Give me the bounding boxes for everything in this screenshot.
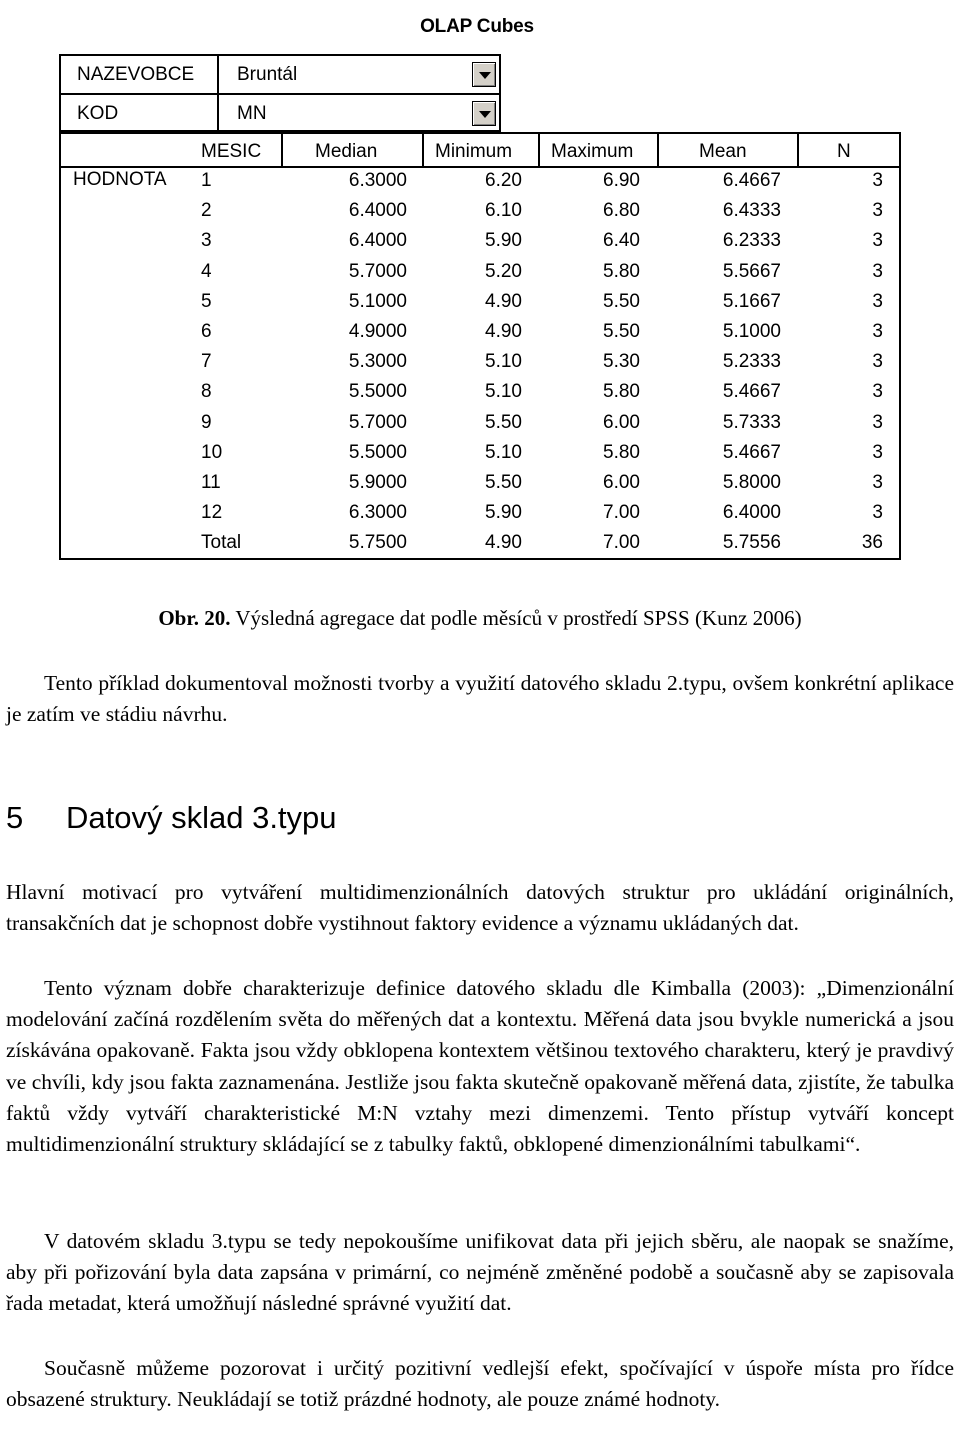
divider [657, 134, 659, 166]
cell-mean: 5.7556 [722, 532, 781, 554]
cell-median: 5.7000 [348, 260, 407, 282]
cell-maximum: 7.00 [603, 502, 640, 524]
cell-n: 3 [872, 351, 883, 373]
table-row [61, 166, 899, 196]
cell-minimum: 6.20 [485, 170, 522, 191]
filter-row-nazevobce [61, 56, 499, 95]
figure-caption [0, 606, 960, 631]
paragraph-1 [6, 877, 954, 939]
cell-median: 5.9000 [348, 472, 407, 493]
paragraph-4 [6, 1353, 954, 1415]
olap-filter-panel [59, 54, 501, 132]
cell-maximum: 5.80 [603, 441, 640, 463]
cell-minimum: 5.10 [485, 351, 522, 373]
filter-label: NAZEVOBCE [61, 56, 219, 93]
cell-mean: 5.2333 [722, 351, 781, 373]
cell-mean: 6.2333 [722, 230, 781, 252]
cell-n: 3 [872, 321, 883, 342]
cell-maximum: 5.80 [603, 260, 640, 282]
cell-minimum: 5.50 [485, 411, 522, 433]
table-row [61, 317, 899, 347]
cell-maximum: 6.40 [603, 230, 640, 252]
cell-minimum: 5.10 [485, 381, 522, 403]
cell-median: 5.3000 [348, 351, 407, 373]
cell-maximum: 5.30 [603, 351, 640, 373]
column-header-maximum: Maximum [551, 141, 634, 162]
divider [281, 134, 283, 166]
cell-minimum: 4.90 [485, 290, 522, 312]
cell-mesic: 7 [201, 351, 212, 373]
cell-mean: 5.5667 [722, 260, 781, 282]
cell-median: 5.5000 [348, 441, 407, 463]
caption-label: Obr. 20. [158, 606, 231, 630]
cell-n: 3 [872, 170, 883, 191]
cell-n: 3 [872, 290, 883, 312]
cell-median: 6.3000 [348, 170, 407, 191]
cell-maximum: 6.00 [603, 411, 640, 433]
table-row [61, 287, 899, 317]
cell-mesic: 6 [201, 321, 212, 342]
cell-median: 6.4000 [348, 230, 407, 252]
table-row [61, 347, 899, 377]
dropdown-value: MN [237, 103, 267, 124]
section-heading [6, 800, 337, 836]
nazevobce-dropdown[interactable] [221, 56, 499, 93]
cell-n: 3 [872, 411, 883, 433]
cell-mesic: Total [201, 532, 242, 554]
cell-minimum: 5.90 [485, 502, 522, 524]
paragraph-text: V datovém skladu 3.typu se tedy nepokoušíme unifikovat data při jejich sběru, ale naopak se snažíme, aby při pořizování byla data zapsána v primární, co nejméně změněné podobě a současně aby se zapisovala řada metadat, která umožňují následné správné využití dat. [6, 1229, 954, 1316]
intro-paragraph [6, 668, 954, 730]
cell-mean: 5.4667 [722, 441, 781, 463]
filter-label: KOD [61, 95, 219, 132]
row-header-hodnota: HODNOTA [73, 169, 167, 190]
table-row [61, 377, 899, 407]
table-row [61, 438, 899, 468]
cell-mesic: 9 [201, 411, 212, 433]
cell-mesic: 8 [201, 381, 212, 403]
cell-minimum: 6.10 [485, 200, 522, 222]
cell-n: 3 [872, 381, 883, 403]
cell-n: 36 [861, 532, 883, 554]
cell-n: 3 [872, 472, 883, 493]
cell-mean: 6.4000 [722, 502, 781, 524]
cell-mesic: 5 [201, 290, 212, 312]
cell-mean: 6.4667 [722, 170, 781, 191]
olap-title: OLAP Cubes [420, 16, 534, 37]
paragraph-3 [6, 1226, 954, 1320]
cell-median: 5.7000 [348, 411, 407, 433]
cell-minimum: 5.90 [485, 230, 522, 252]
cell-minimum: 5.50 [485, 472, 522, 493]
table-row [61, 408, 899, 438]
table-row [61, 257, 899, 287]
section-number: 5 [6, 800, 24, 835]
cell-minimum: 4.90 [485, 321, 522, 342]
cell-median: 5.5000 [348, 381, 407, 403]
cell-maximum: 5.50 [603, 290, 640, 312]
divider [797, 134, 799, 166]
cell-mean: 5.1667 [722, 290, 781, 312]
table-row [61, 196, 899, 226]
cell-mean: 5.7333 [722, 411, 781, 433]
paragraph-text: Hlavní motivací pro vytváření multidimenzionálních datových struktur pro ukládání originálních, transakčních dat je schopnost dobře vystihnout faktory evidence a významu ukládaných dat. [6, 880, 954, 936]
cell-median: 5.1000 [348, 290, 407, 312]
cell-median: 6.3000 [348, 502, 407, 524]
cell-maximum: 5.80 [603, 381, 640, 403]
cell-mesic: 2 [201, 200, 212, 222]
column-header-mean: Mean [699, 141, 747, 162]
dropdown-value: Bruntál [237, 64, 298, 85]
cell-maximum: 6.80 [603, 200, 640, 222]
cell-n: 3 [872, 230, 883, 252]
cell-mesic: 11 [201, 472, 221, 493]
cell-minimum: 5.20 [485, 260, 522, 282]
column-header-n: N [837, 141, 851, 162]
cell-median: 6.4000 [348, 200, 407, 222]
paragraph-text: Tento příklad dokumentoval možnosti tvorby a využití datového skladu 2.typu, ovšem konkrétní aplikace je zatím ve stádiu návrhu. [6, 671, 954, 727]
table-row [61, 226, 899, 256]
table-row [61, 468, 899, 498]
cell-mesic: 4 [201, 260, 212, 282]
column-header-median: Median [315, 141, 378, 162]
cell-maximum: 5.50 [603, 321, 640, 342]
cell-mean: 5.4667 [722, 381, 781, 403]
olap-table [59, 132, 901, 560]
cell-maximum: 7.00 [603, 532, 640, 554]
caption-text: Výsledná agregace dat podle měsíců v prostředí SPSS (Kunz 2006) [230, 606, 802, 630]
table-row [61, 528, 899, 558]
table-header [61, 134, 899, 168]
cell-mesic: 1 [201, 170, 212, 191]
cell-mean: 5.1000 [722, 321, 781, 342]
paragraph-2 [6, 973, 954, 1160]
cell-minimum: 5.10 [485, 441, 522, 463]
filter-row-kod [61, 95, 499, 132]
kod-dropdown[interactable] [221, 95, 499, 132]
table-row [61, 498, 899, 528]
paragraph-text: Současně můžeme pozorovat i určitý pozitivní vedlejší efekt, spočívající v úspoře místa pro řídce obsazené struktury. Neukládají se totiž prázdné hodnoty, ale pouze známé hodnoty. [6, 1356, 954, 1412]
cell-mesic: 12 [201, 502, 223, 524]
chevron-down-icon[interactable] [472, 62, 496, 87]
column-header-mesic: MESIC [201, 141, 262, 162]
divider [538, 134, 540, 166]
section-title: Datový sklad 3.typu [66, 800, 337, 835]
cell-mean: 5.8000 [722, 472, 781, 493]
cell-n: 3 [872, 200, 883, 222]
cell-median: 4.9000 [348, 321, 407, 342]
column-header-minimum: Minimum [435, 141, 513, 162]
cell-mesic: 10 [201, 441, 223, 463]
cell-n: 3 [872, 260, 883, 282]
cell-n: 3 [872, 502, 883, 524]
divider [422, 134, 424, 166]
paragraph-text: Tento význam dobře charakterizuje definice datového skladu dle Kimballa (2003): „Dimenzionální modelování začíná rozdělením světa do měřených dat a kontextu. Měřená data jsou bvykle numerická a jsou získávána opakovaně. Fakta jsou vždy obklopena kontextem většinou textového charakteru, který je pravdivý ve chvíli, kdy jsou fakta zaznamenána. Jestliže jsou fakta skutečně opakovaně měřená data, zjistíte, že tabulka faktů vždy vytváří charakteristické M:N vztahy mezi dimenzemi. Tento přístup vytváří koncept multidimenzionální struktury skládající se z tabulky faktů, obklopené dimenzionálními tabulkami“. [6, 976, 954, 1157]
cell-mean: 6.4333 [722, 200, 781, 222]
cell-maximum: 6.00 [603, 472, 640, 493]
chevron-down-icon[interactable] [472, 101, 496, 126]
cell-minimum: 4.90 [485, 532, 522, 554]
cell-mesic: 3 [201, 230, 212, 252]
cell-median: 5.7500 [348, 532, 407, 554]
cell-n: 3 [872, 441, 883, 463]
cell-maximum: 6.90 [603, 170, 640, 191]
